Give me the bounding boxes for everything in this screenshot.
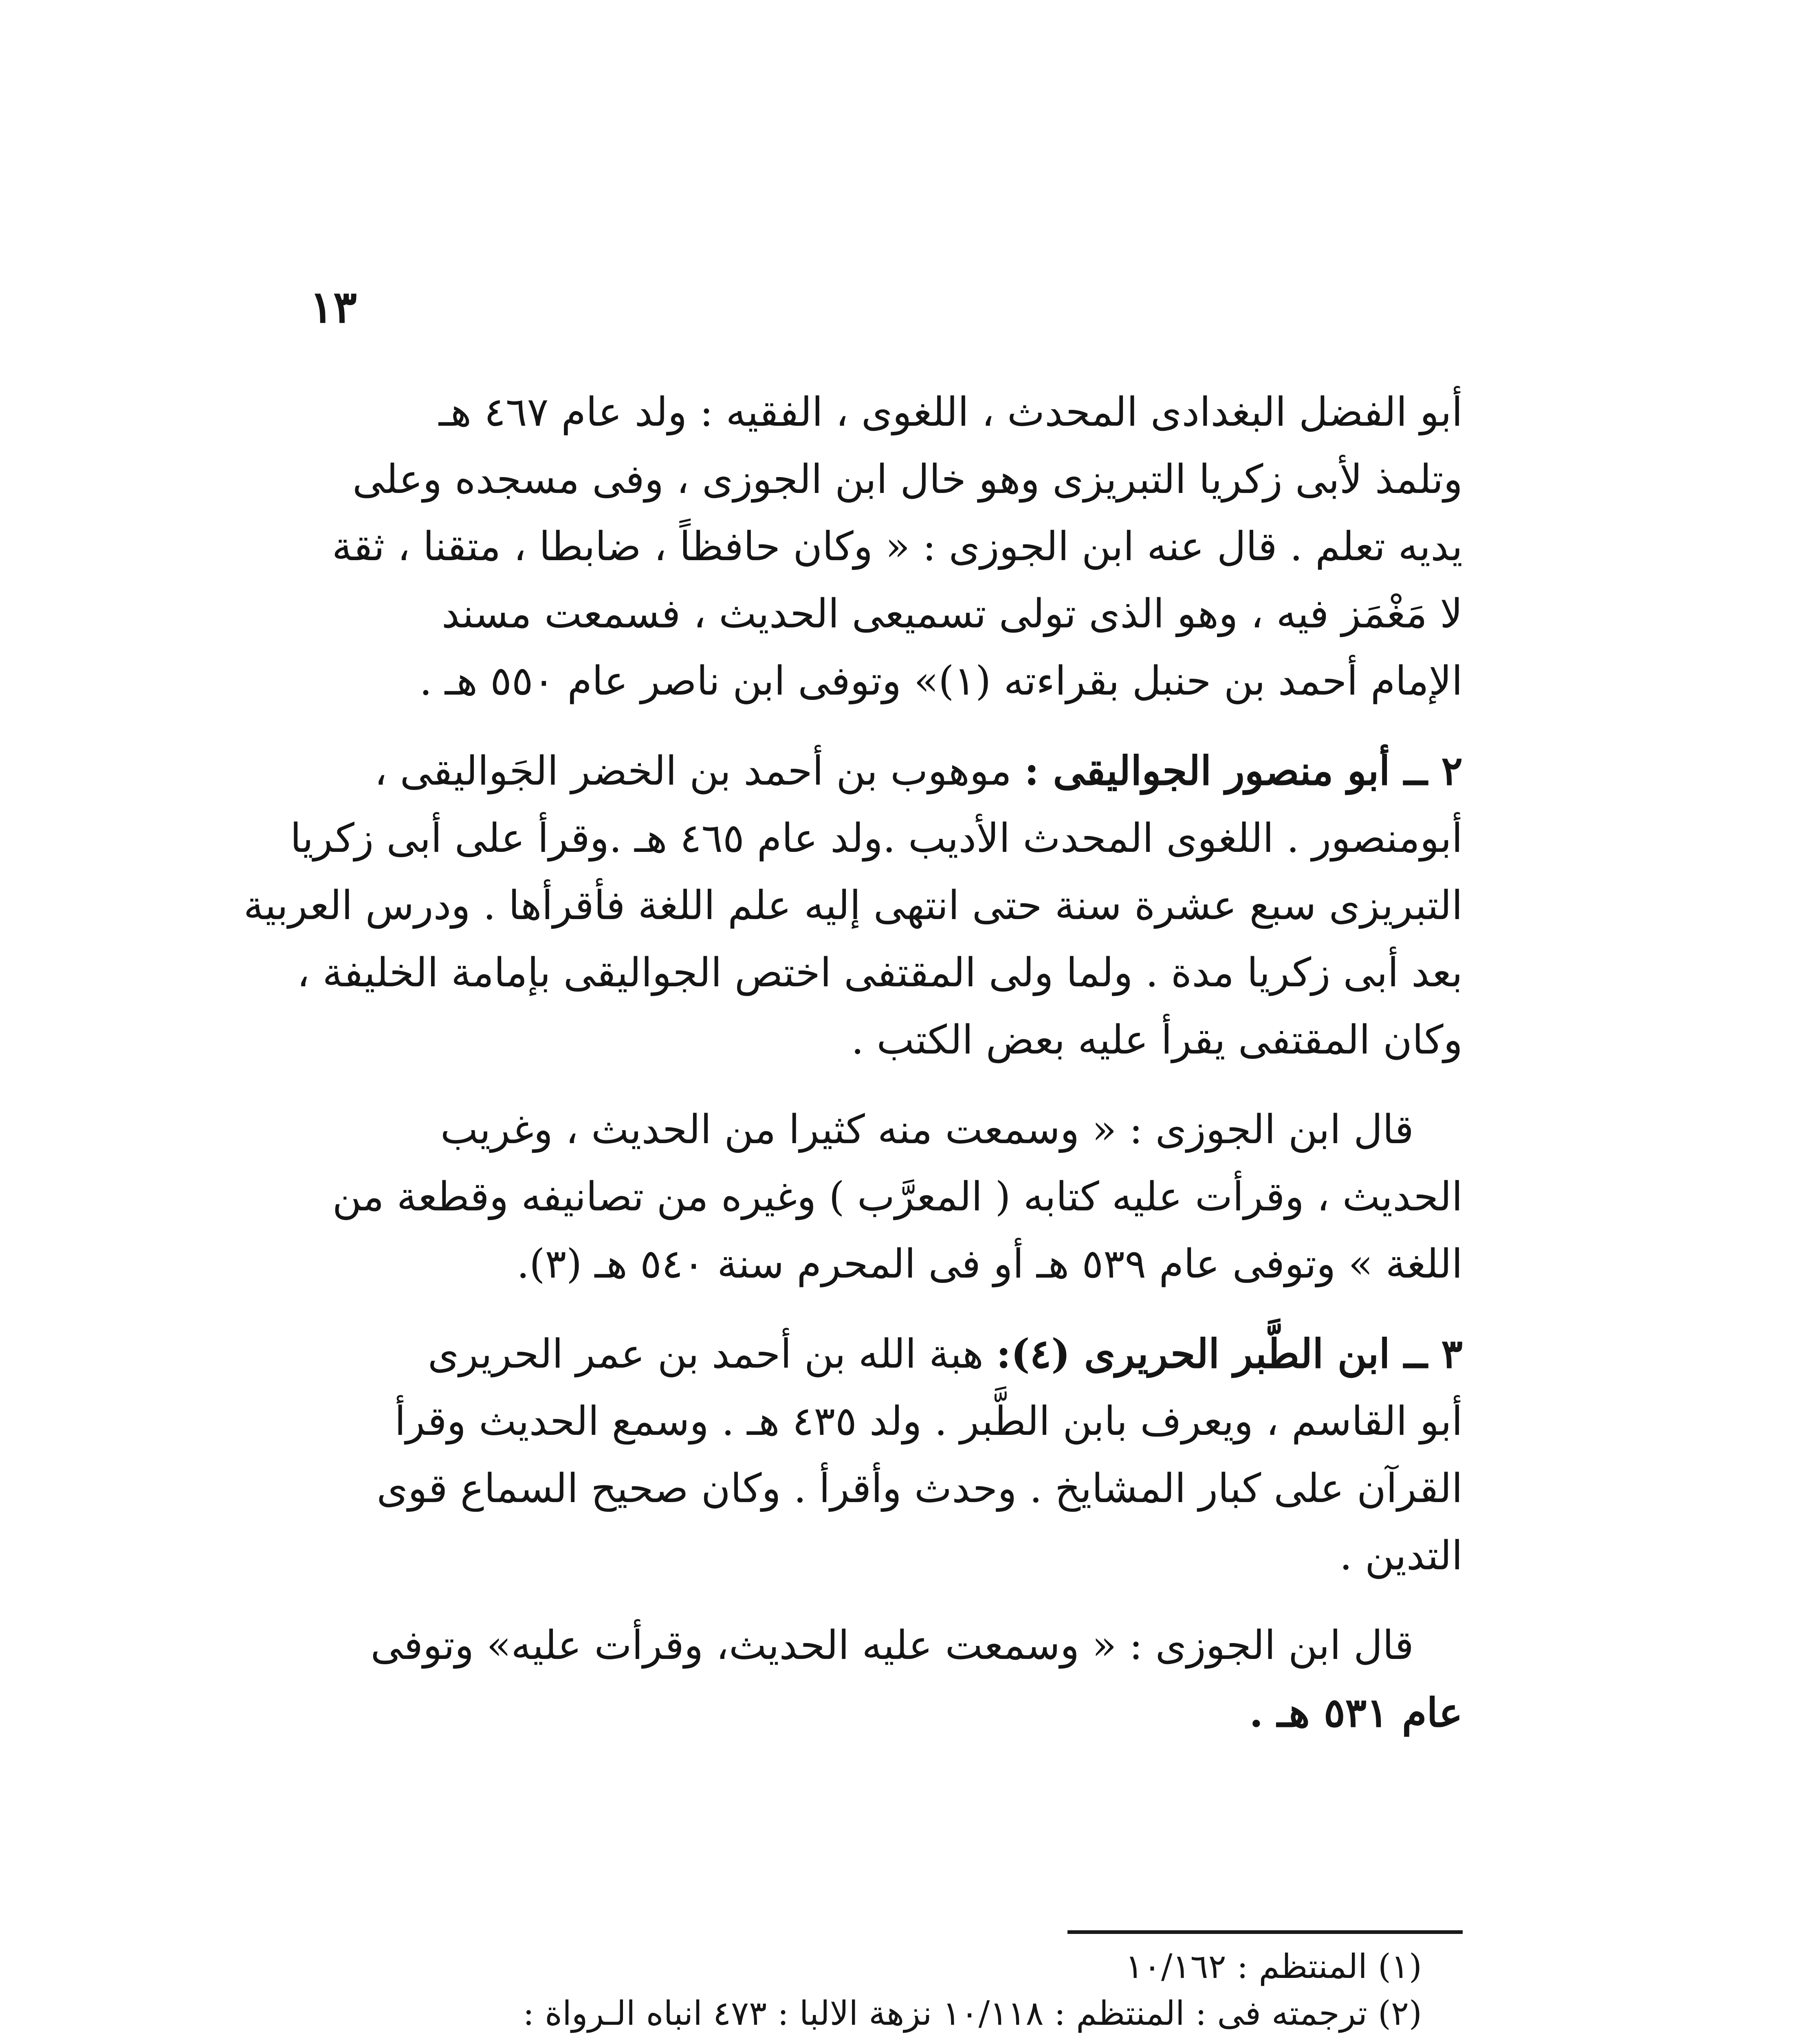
paragraph-jawaliqi-quote <box>334 1096 1463 1298</box>
footnote: (١) المنتظم : ١٠/١٦٢ <box>1125 1947 1422 1986</box>
text-line: يديه تعلم . قال عنه ابن الجوزى : « وكان حافظاً ، ضابطا ، متقنا ، ثقة <box>332 524 1463 570</box>
entry-heading-continuation: موهوب بن أحمد بن الخضر الجَواليقى ، <box>374 748 1012 794</box>
entry-jawaliqi <box>243 737 1463 1074</box>
text-line: اللغة » وتوفى عام ٥٣٩ هـ أو فى المحرم سنة ٥٤٠ هـ (٣). <box>517 1241 1463 1287</box>
entry-heading: ٣ ــ ابن الطَّبر الحريرى (٤): <box>996 1331 1463 1377</box>
text-line: التدين . <box>1339 1533 1463 1579</box>
text-line: التبريزى سبع عشرة سنة حتى انتهى إليه علم اللغة فأقرأها . ودرس العربية <box>243 882 1463 929</box>
text-line: أبو الفضل البغدادى المحدث ، اللغوى ، الفقيه : ولد عام ٤٦٧ هـ <box>438 389 1463 436</box>
text-line: عام ٥٣١ هـ . <box>1249 1689 1463 1736</box>
text-line: قال ابن الجوزى : « وسمعت منه كثيرا من الحديث ، وغريب <box>440 1106 1414 1153</box>
text-line: الحديث ، وقرأت عليه كتابه ( المعرَّب ) وغيره من تصانيفه وقطعة من <box>332 1174 1463 1220</box>
entry-heading: ٢ ــ أبو منصور الجواليقى : <box>1024 748 1463 794</box>
text-line: بعد أبى زكريا مدة . ولما ولى المقتفى اختص الجواليقى بإمامة الخليفة ، <box>297 950 1463 996</box>
paragraph-ibn-al-tabar-quote <box>334 1612 1463 1747</box>
text-line: القرآن على كبار المشايخ . وحدث وأقرأ . وكان صحيح السماع قوى <box>376 1465 1463 1512</box>
text-line: وتلمذ لأبى زكريا التبريزى وهو خال ابن الجوزى ، وفى مسجده وعلى <box>352 456 1463 503</box>
footnote-divider <box>1067 1930 1463 1934</box>
text-line: أبومنصور . اللغوى المحدث الأديب .ولد عام ٤٦٥ هـ .وقرأ على أبى زكريا <box>290 815 1463 862</box>
text-line: الإمام أحمد بن حنبل بقراءته (١)» وتوفى ابن ناصر عام ٥٥٠ هـ . <box>419 658 1463 704</box>
entry-heading-continuation: هبة الله بن أحمد بن عمر الحريرى <box>427 1331 984 1377</box>
footnotes <box>322 1943 1471 2037</box>
entry-ibn-al-tabar <box>334 1320 1463 1590</box>
footnote: (٢) ترجمته فى : المنتظم : ١٠/١١٨ نزهة الالبا : ٤٧٣ انباه الـرواة : <box>523 1994 1422 2033</box>
paragraph-ibn-nasir <box>334 379 1463 715</box>
main-text <box>243 379 1463 1769</box>
text-line <box>334 737 1463 805</box>
page-number: ١٣ <box>310 282 357 333</box>
text-line <box>334 1320 1463 1388</box>
text-line: وكان المقتفى يقرأ عليه بعض الكتب . <box>851 1017 1463 1063</box>
text-line: لا مَغْمَز فيه ، وهو الذى تولى تسميعى الحديث ، فسمعت مسند <box>441 591 1463 637</box>
text-line: أبو القاسم ، ويعرف بابن الطَّبر . ولد ٤٣٥ هـ . وسمع الحديث وقرأ <box>394 1398 1463 1445</box>
text-line: قال ابن الجوزى : « وسمعت عليه الحديث، وقرأت عليه» وتوفى <box>370 1622 1414 1669</box>
